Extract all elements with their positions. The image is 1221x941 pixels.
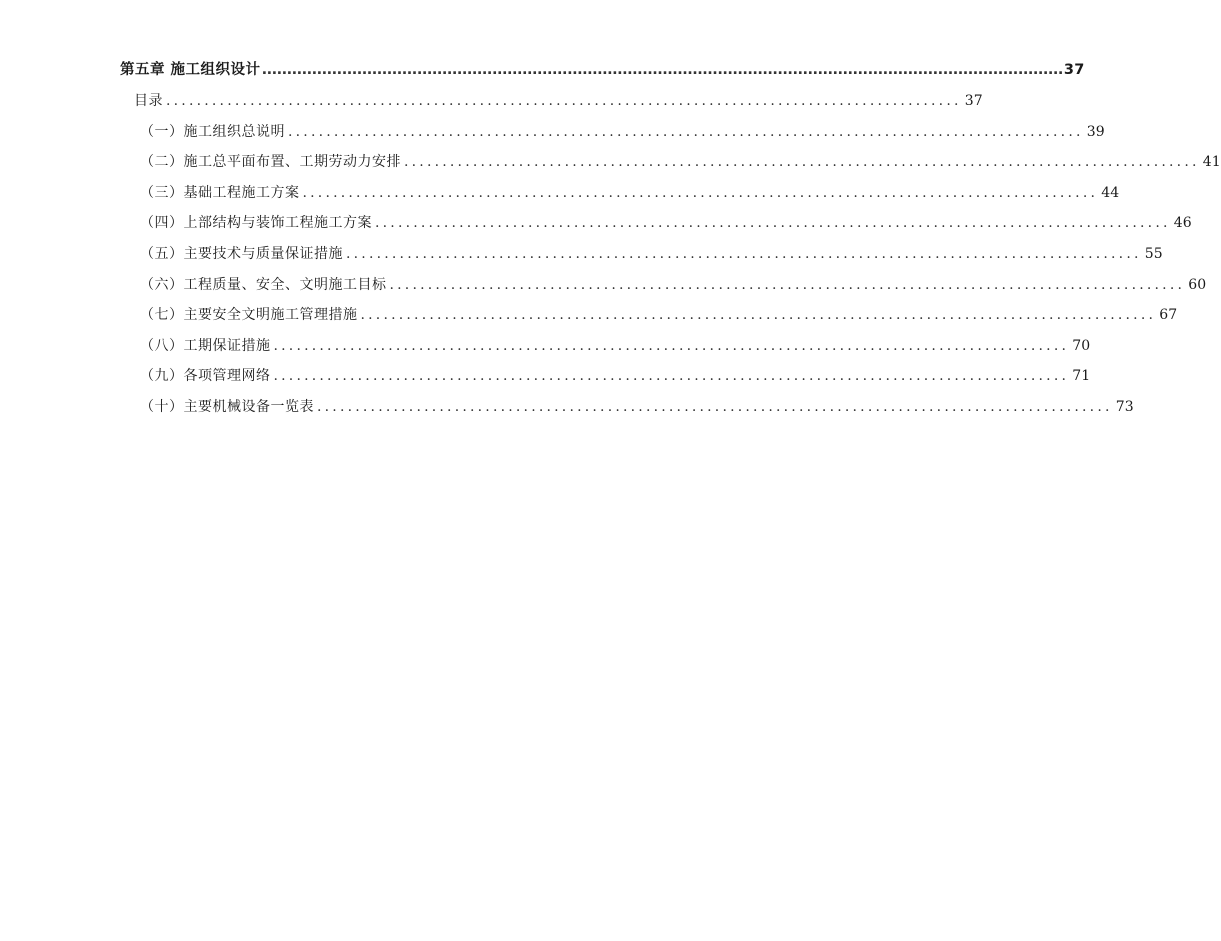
toc-entry-page-number: 73 [1115,398,1134,415]
toc-entry-title: （二）施工总平面布置、工期劳动力安排 [140,154,401,171]
toc-chapter-entry[interactable] [120,58,1085,90]
toc-entry-page-number: 44 [1101,184,1120,201]
toc-entry-title: （七）主要安全文明施工管理措施 [140,307,358,324]
toc-dot-leader: ........................................................................................................ [404,154,1200,171]
toc-chapter-page-number: 37 [1063,62,1085,78]
toc-entry[interactable] [120,121,1105,152]
toc-dot-leader: ........................................................................................................ [346,245,1142,262]
toc-entry-page-number: 55 [1144,245,1163,262]
toc-dot-leader: ........................................................................................................ [302,184,1099,201]
toc-entry[interactable] [120,335,1091,366]
toc-entry[interactable] [120,274,1207,305]
toc-entry-title: （八）工期保证措施 [140,337,271,354]
toc-entry-page-number: 46 [1173,215,1192,232]
toc-dot-leader: ........................................................................................................ [317,398,1113,415]
toc-entry-title: （五）主要技术与质量保证措施 [140,245,343,262]
toc-dot-leader: ........................................................................................................ [375,215,1171,232]
toc-entry[interactable] [120,151,1221,182]
toc-entry[interactable] [120,304,1178,335]
toc-entry[interactable] [120,90,983,121]
toc-entry-title: （十）主要机械设备一览表 [140,398,314,415]
toc-dot-leader: ........................................................................................................ [360,307,1157,324]
toc-chapter-title: 第五章 施工组织设计 [120,62,261,78]
toc-entry-title: （一）施工组织总说明 [140,123,285,140]
toc-entry-title: （四）上部结构与装饰工程施工方案 [140,215,372,232]
toc-entry[interactable] [120,365,1091,396]
toc-dot-leader: ........................................................................................................ [273,368,1070,385]
table-of-contents [120,58,1221,427]
toc-entry-page-number: 60 [1188,276,1207,293]
toc-dot-leader: ........................................................................................................ [166,93,962,109]
toc-entry[interactable] [120,396,1134,427]
toc-dot-leader: ........................................................................................................ [288,123,1084,140]
toc-dot-leader: ................................................................................................................................................................ [261,62,1063,78]
toc-entry-page-number: 71 [1072,368,1091,385]
toc-entry-page-number: 39 [1086,123,1105,140]
toc-entry-title: （六）工程质量、安全、文明施工目标 [140,276,387,293]
toc-entry-page-number: 37 [964,93,983,109]
toc-entry-title: （九）各项管理网络 [140,368,271,385]
toc-entry-page-number: 41 [1202,154,1221,171]
toc-entry-title: （三）基础工程施工方案 [140,184,300,201]
toc-entry-page-number: 67 [1159,307,1178,324]
toc-dot-leader: ........................................................................................................ [273,337,1070,354]
toc-entry-page-number: 70 [1072,337,1091,354]
toc-entry[interactable] [120,243,1163,274]
toc-entry[interactable] [120,212,1192,243]
toc-dot-leader: ........................................................................................................ [389,276,1186,293]
toc-entry-title: 目录 [134,93,163,109]
toc-entry[interactable] [120,182,1120,213]
